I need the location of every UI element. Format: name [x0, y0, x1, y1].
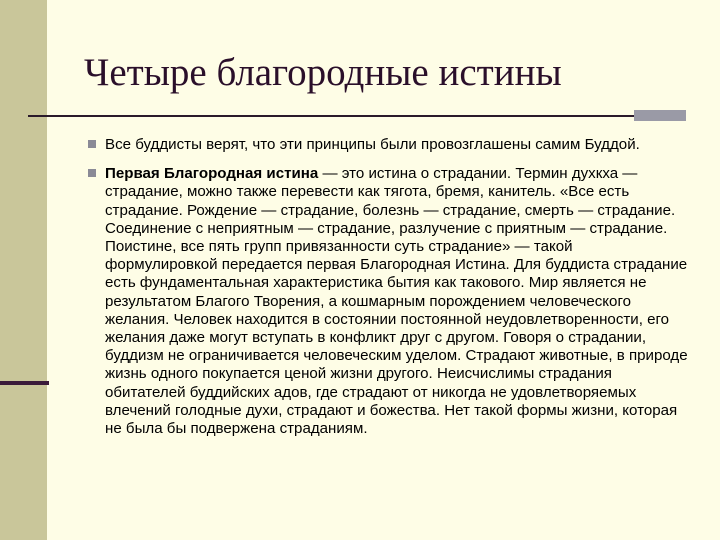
bullet-item-2 [88, 165, 688, 438]
side-band-mark [0, 381, 49, 385]
bullet-bold-term: Первая Благородная истина [105, 165, 319, 183]
title-divider [28, 115, 634, 117]
title-divider-accent [634, 110, 686, 121]
square-bullet-icon [88, 140, 96, 148]
slide-body [88, 136, 688, 449]
bullet-item-1 [88, 136, 688, 154]
bullet-text: Все буддисты верят, что эти принципы были провозглашены самим Буддой. [105, 136, 640, 153]
side-band-decoration [0, 0, 47, 540]
square-bullet-icon [88, 169, 96, 177]
bullet-text-wrapper [105, 165, 688, 438]
bullet-text: — это истина о страдании. Термин духкха — страдание, можно также перевести как тягота, бремя, канитель. «Все есть страдание. Рождение — страдание, болезнь — страдание, смерть — страдание. Соединение с неприятным — страдание, разлучение с приятным — страдание. Поистине, все пять групп привязанности суть страдание» — такой формулировкой передается первая Благородная Истина. Для буддиста страдание есть фундаментальная характеристика бытия как такового. Мир является не результатом Благого Творения, а кошмарным порождением человеческого желания. Человек находится в состоянии постоянной неудовлетворенности, его желания даже могут вступать в конфликт друг с другом. Говоря о страдании, буддизм не ограничивается человеческим уделом. Страдают животные, в природе жизнь одного покупается ценой жизни другого. Неисчислимы страдания обитателей буддийских адов, где страдают от никогда не удовлетворяемых влечений голодные духи, страдают и божества. Нет такой формы жизни, которая не была бы подвержена страданиям. [105, 165, 688, 438]
slide-title: Четыре благородные истины [84, 51, 562, 94]
